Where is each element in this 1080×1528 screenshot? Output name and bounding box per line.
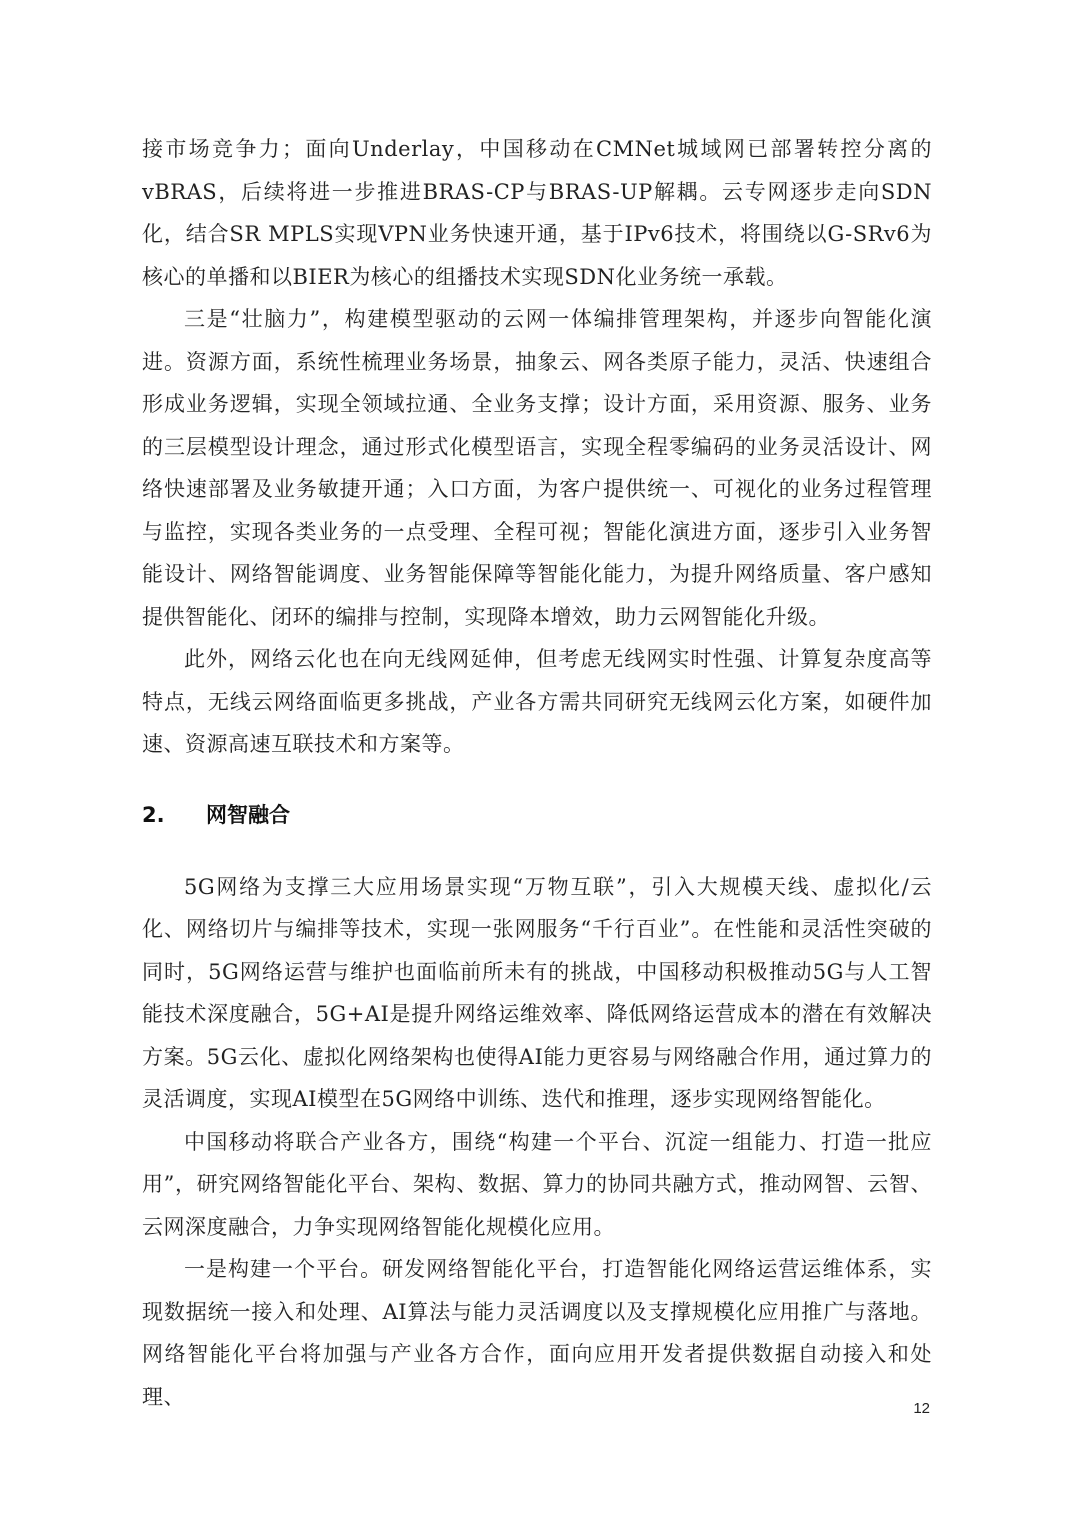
page-number: 12 xyxy=(913,1400,930,1417)
paragraph-5g-ai: 5G网络为支撑三大应用场景实现“万物互联”，引入大规模天线、虚拟化/云化、网络切片与编排等技术，实现一张网服务“千行百业”。在性能和灵活性突破的同时，5G网络运营与维护也面临前所未有的挑战，中国移动积极推动5G与人工智能技术深度融合，5G+AI是提升网络运维效率、降低网络运营成本的潜在有效解决方案。5G云化、虚拟化网络架构也使得AI能力更容易与网络融合作用，通过算力的灵活调度，实现AI模型在5G网络中训练、迭代和推理，逐步实现网络智能化。 xyxy=(142,874,932,1111)
paragraph-platform-plan: 中国移动将联合产业各方，围绕“构建一个平台、沉淀一组能力、打造一批应用”，研究网络智能化平台、架构、数据、算力的协同共融方式，推动网智、云智、云网深度融合，力争实现网络智能化规模化应用。 xyxy=(142,1129,932,1239)
paragraph-wireless-cloud: 此外，网络云化也在向无线网延伸，但考虑无线网实时性强、计算复杂度高等特点，无线云网络面临更多挑战，产业各方需共同研究无线网云化方案，如硬件加速、资源高速互联技术和方案等。 xyxy=(142,647,932,756)
section-title: 网智融合 xyxy=(206,802,290,827)
paragraph-build-platform: 一是构建一个平台。研发网络智能化平台，打造智能化网络运营运维体系，实现数据统一接入和处理、AI算法与能力灵活调度以及支撑规模化应用推广与落地。网络智能化平台将加强与产业各方合作，面向应用开发者提供数据自动接入和处理、 xyxy=(142,1257,932,1409)
document-body xyxy=(142,128,932,1418)
section-heading xyxy=(142,794,932,836)
paragraph-brain-power: 三是“壮脑力”，构建模型驱动的云网一体编排管理架构，并逐步向智能化演进。资源方面，系统性梳理业务场景，抽象云、网各类原子能力，灵活、快速组合形成业务逻辑，实现全领域拉通、全业务支撑；设计方面，采用资源、服务、业务的三层模型设计理念，通过形式化模型语言，实现全程零编码的业务灵活设计、网络快速部署及业务敏捷开通；入口方面，为客户提供统一、可视化的业务过程管理与监控，实现各类业务的一点受理、全程可视；智能化演进方面，逐步引入业务智能设计、网络智能调度、业务智能保障等智能化能力，为提升网络质量、客户感知提供智能化、闭环的编排与控制，实现降本增效，助力云网智能化升级。 xyxy=(142,307,932,629)
section-number: 2. xyxy=(142,802,165,827)
paragraph-underlay-sdn: 接市场竞争力；面向Underlay，中国移动在CMNet城域网已部署转控分离的vBRAS，后续将进一步推进BRAS-CP与BRAS-UP解耦。云专网逐步走向SDN化，结合SR MPLS实现VPN业务快速开通，基于IPv6技术，将围绕以G-SRv6为核心的单播和以BIER为核心的组播技术实现SDN化业务统一承载。 xyxy=(142,137,932,289)
